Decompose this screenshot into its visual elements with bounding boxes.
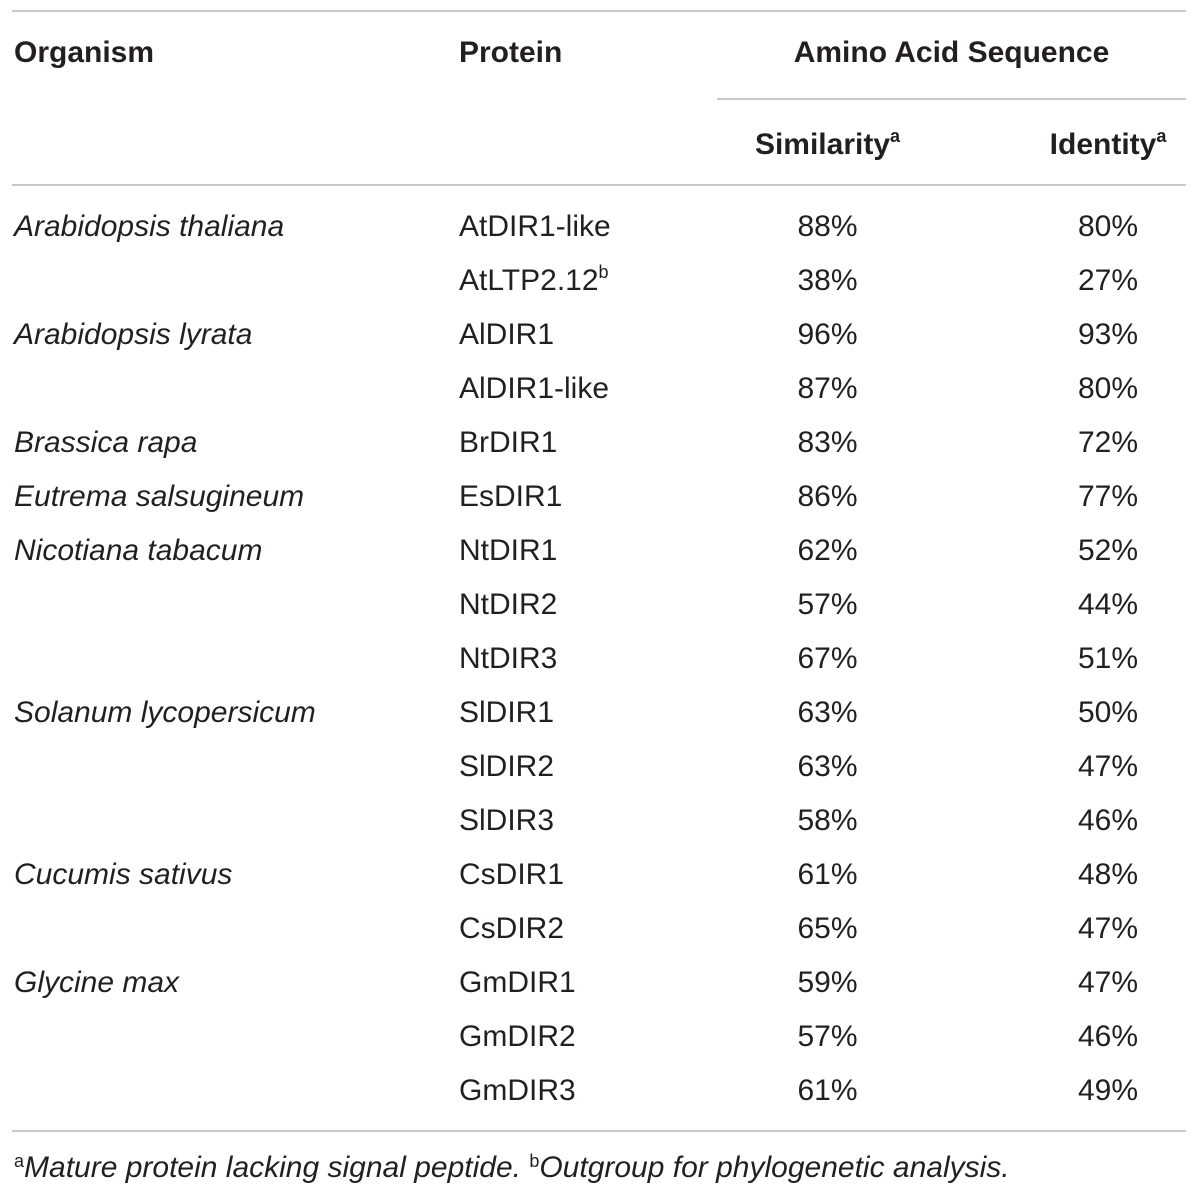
table-row xyxy=(0,956,1200,1010)
identity-cell: 47% xyxy=(1077,966,1139,999)
similarity-cell: 57% xyxy=(797,588,858,621)
table-row xyxy=(0,794,1200,848)
header-bottom-rule xyxy=(12,184,1186,186)
table-row xyxy=(0,632,1200,686)
protein-name: CsDIR2 xyxy=(459,912,565,945)
similarity-cell: 63% xyxy=(797,750,858,783)
similarity-cell: 63% xyxy=(797,696,858,729)
protein-name: SlDIR2 xyxy=(459,750,555,783)
identity-cell: 80% xyxy=(1077,210,1139,243)
protein-cell xyxy=(459,794,554,848)
protein-cell xyxy=(459,524,557,578)
footnote-b-text: Outgroup for phylogenetic analysis. xyxy=(539,1151,1010,1184)
identity-cell: 77% xyxy=(1077,480,1139,513)
protein-cell xyxy=(459,1064,576,1118)
identity-cell: 44% xyxy=(1077,588,1139,621)
table-row xyxy=(0,254,1200,308)
table-row xyxy=(0,578,1200,632)
organism-cell: Cucumis sativus xyxy=(14,858,233,891)
protein-name: GmDIR3 xyxy=(459,1074,576,1107)
organism-cell: Eutrema salsugineum xyxy=(14,480,305,513)
footnote-a-mark: a xyxy=(14,1151,25,1171)
similarity-cell: 59% xyxy=(797,966,858,999)
similarity-cell: 58% xyxy=(797,804,858,837)
protein-name: SlDIR1 xyxy=(459,696,555,729)
similarity-cell: 38% xyxy=(797,264,858,297)
protein-cell xyxy=(459,578,557,632)
similarity-cell: 67% xyxy=(797,642,858,675)
similarity-cell: 96% xyxy=(797,318,858,351)
header-identity xyxy=(1010,128,1200,162)
protein-footnote-mark: b xyxy=(598,262,609,282)
identity-cell: 47% xyxy=(1077,750,1139,783)
similarity-cell: 61% xyxy=(797,858,858,891)
header-similarity xyxy=(730,128,925,162)
protein-name: NtDIR1 xyxy=(459,534,558,567)
protein-name: AlDIR1 xyxy=(459,318,555,351)
protein-cell xyxy=(459,254,609,308)
protein-name: NtDIR3 xyxy=(459,642,558,675)
similarity-cell: 65% xyxy=(797,912,858,945)
table-row xyxy=(0,1010,1200,1064)
protein-name: SlDIR3 xyxy=(459,804,555,837)
organism-cell: Nicotiana tabacum xyxy=(14,534,263,567)
table-row xyxy=(0,848,1200,902)
organism-cell: Arabidopsis lyrata xyxy=(14,318,253,351)
protein-name: GmDIR2 xyxy=(459,1020,576,1053)
table-row xyxy=(0,362,1200,416)
identity-cell: 49% xyxy=(1077,1074,1139,1107)
header-protein: Protein xyxy=(459,36,563,69)
protein-cell xyxy=(459,848,564,902)
protein-name: CsDIR1 xyxy=(459,858,565,891)
similarity-cell: 61% xyxy=(797,1074,858,1107)
identity-cell: 47% xyxy=(1077,912,1139,945)
table-row xyxy=(0,686,1200,740)
similarity-cell: 57% xyxy=(797,1020,858,1053)
protein-cell xyxy=(459,362,609,416)
protein-name: AlDIR1-like xyxy=(459,372,610,405)
protein-name: GmDIR1 xyxy=(459,966,576,999)
similarity-cell: 87% xyxy=(797,372,858,405)
header-identity-footnote-mark: a xyxy=(1156,126,1167,146)
identity-cell: 46% xyxy=(1077,804,1139,837)
protein-cell xyxy=(459,200,611,254)
organism-cell: Solanum lycopersicum xyxy=(14,696,316,729)
similarity-cell: 86% xyxy=(797,480,858,513)
protein-name: AtDIR1-like xyxy=(459,210,611,243)
identity-cell: 52% xyxy=(1077,534,1139,567)
footnote-a-text: Mature protein lacking signal peptide. xyxy=(24,1151,521,1184)
protein-name: AtLTP2.12 xyxy=(459,264,599,297)
protein-name: NtDIR2 xyxy=(459,588,558,621)
protein-cell xyxy=(459,416,557,470)
header-group-rule xyxy=(717,98,1186,100)
protein-cell xyxy=(459,956,576,1010)
table-row xyxy=(0,416,1200,470)
identity-cell: 51% xyxy=(1077,642,1139,675)
table-top-rule xyxy=(12,10,1186,12)
table-bottom-rule xyxy=(12,1130,1186,1132)
protein-cell xyxy=(459,470,562,524)
table-row xyxy=(0,308,1200,362)
identity-cell: 46% xyxy=(1077,1020,1139,1053)
protein-cell xyxy=(459,740,554,794)
header-similarity-footnote-mark: a xyxy=(890,126,901,146)
organism-cell: Glycine max xyxy=(14,966,180,999)
similarity-cell: 88% xyxy=(797,210,858,243)
protein-cell xyxy=(459,1010,576,1064)
identity-cell: 80% xyxy=(1077,372,1139,405)
identity-cell: 50% xyxy=(1077,696,1139,729)
similarity-cell: 62% xyxy=(797,534,858,567)
protein-cell xyxy=(459,902,564,956)
protein-name: BrDIR1 xyxy=(459,426,558,459)
table-row xyxy=(0,470,1200,524)
organism-cell: Brassica rapa xyxy=(14,426,198,459)
protein-cell xyxy=(459,686,554,740)
header-identity-label: Identity xyxy=(1049,128,1157,161)
protein-name: EsDIR1 xyxy=(459,480,563,513)
table-row xyxy=(0,902,1200,956)
table-footnotes xyxy=(14,1148,1010,1188)
identity-cell: 27% xyxy=(1077,264,1139,297)
table-row xyxy=(0,740,1200,794)
protein-cell xyxy=(459,632,557,686)
table-row xyxy=(0,1064,1200,1118)
table-row xyxy=(0,200,1200,254)
header-organism: Organism xyxy=(14,36,155,69)
identity-cell: 72% xyxy=(1077,426,1139,459)
similarity-cell: 83% xyxy=(797,426,858,459)
identity-cell: 48% xyxy=(1077,858,1139,891)
table-row xyxy=(0,524,1200,578)
header-amino-acid-sequence: Amino Acid Sequence xyxy=(793,36,1110,69)
identity-cell: 93% xyxy=(1077,318,1139,351)
footnote-b-mark: b xyxy=(529,1151,540,1171)
organism-cell: Arabidopsis thaliana xyxy=(14,210,285,243)
protein-cell xyxy=(459,308,554,362)
header-similarity-label: Similarity xyxy=(754,128,891,161)
